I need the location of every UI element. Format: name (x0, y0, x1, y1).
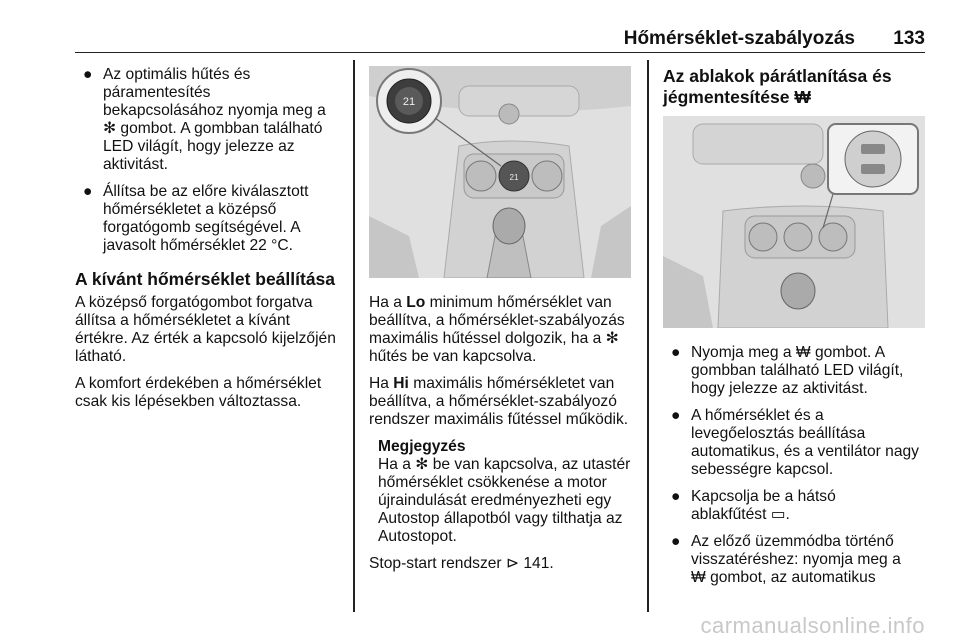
column-1 (75, 66, 347, 420)
paragraph: A komfort érdekében a hőmérséklet csak kis lépésekben változtassa. (75, 375, 322, 410)
note-box: Megjegyzés Ha a ✻ be van kapcsolva, az utastér hőmérséklet csökkenése a motor újraindulását eredményezheti egy Autostop állapotból vagy tilthatja az Autostopot. (378, 438, 631, 545)
snowflake-icon: ✻ (605, 330, 619, 347)
paragraph: Ha Hi maximális hőmérsékletet van beállítva, a hőmérséklet-szabályozó rendszer maximális fűtéssel működik. (369, 375, 629, 428)
bullet-icon: ● (83, 183, 93, 200)
windscreen-defrost-icon: ₩ (795, 344, 811, 361)
dashboard-illustration (369, 66, 631, 278)
windscreen-defrost-icon: ₩ (691, 569, 706, 586)
cross-reference[interactable]: Stop-start rendszer ⊳ 141. (369, 555, 554, 572)
bullet-icon: ● (671, 407, 681, 424)
column-3 (663, 66, 933, 112)
rear-window-heater-icon: ▭ (770, 506, 786, 523)
column-2 (369, 294, 639, 582)
page-header (75, 22, 925, 53)
watermark: carmanualsonline.info (700, 613, 925, 638)
snowflake-icon: ✻ (103, 120, 117, 137)
list-item: ● Állítsa be az előre kiválasztott hőmérsékletet a középső forgatógomb segítségével. A javasolt hőmérséklet 22 °C. (83, 183, 309, 254)
section-heading: A kívánt hőmérséklet beállítása (75, 269, 336, 289)
bullet-icon: ● (671, 488, 681, 505)
paragraph: A középső forgatógombot forgatva állítsa a hőmérsékletet a kívánt értékre. Az érték a kapcsoló kijelzőjén látható. (75, 294, 336, 365)
arrow-icon: ⊳ (505, 555, 520, 572)
snowflake-icon: ✻ (415, 456, 429, 473)
column-divider (647, 60, 649, 612)
list-item: ● Kapcsolja be a hátsó ablakfűtést ▭. (671, 488, 836, 523)
list-item: ● Az előző üzemmódba történő visszatéréshez: nyomja meg a ₩ gombot, az automatikus (671, 533, 901, 586)
page-title: Hőmérséklet-szabályozás (623, 28, 855, 49)
column-divider (353, 60, 355, 612)
list-item: ● Nyomja meg a ₩ gombot. A gombban található LED világít, hogy jelezze az aktivitást. (671, 344, 904, 397)
page-number: 133 (893, 28, 925, 49)
list-item: ● Az optimális hűtés és páramentesítés bekapcsolásához nyomja meg a ✻ gombot. A gombban található LED világít, hogy jelezze az aktivitást. (83, 66, 326, 173)
small-knob-display: 21 (509, 173, 519, 182)
climate-control-figure (369, 66, 631, 278)
knob-display: 21 (402, 96, 416, 108)
paragraph: Ha a Lo minimum hőmérséklet van beállítva, a hőmérséklet-szabályozás maximális hűtéssel dolgozik, ha a ✻ hűtés be van kapcsolva. (369, 294, 625, 365)
column-3-list (663, 344, 933, 596)
section-heading: Az ablakok párátlanítása és jégmentesítése ₩ (663, 66, 892, 107)
bullet-icon: ● (83, 66, 93, 83)
defrost-figure (663, 116, 925, 328)
bullet-icon: ● (671, 533, 681, 550)
windscreen-defrost-icon: ₩ (794, 87, 811, 107)
dashboard-illustration (663, 116, 925, 328)
list-item: ● A hőmérséklet és a levegőelosztás beállítása automatikus, és a ventilátor nagy sebességre kapcsol. (671, 407, 919, 478)
bullet-icon: ● (671, 344, 681, 361)
note-title: Megjegyzés (378, 438, 466, 455)
